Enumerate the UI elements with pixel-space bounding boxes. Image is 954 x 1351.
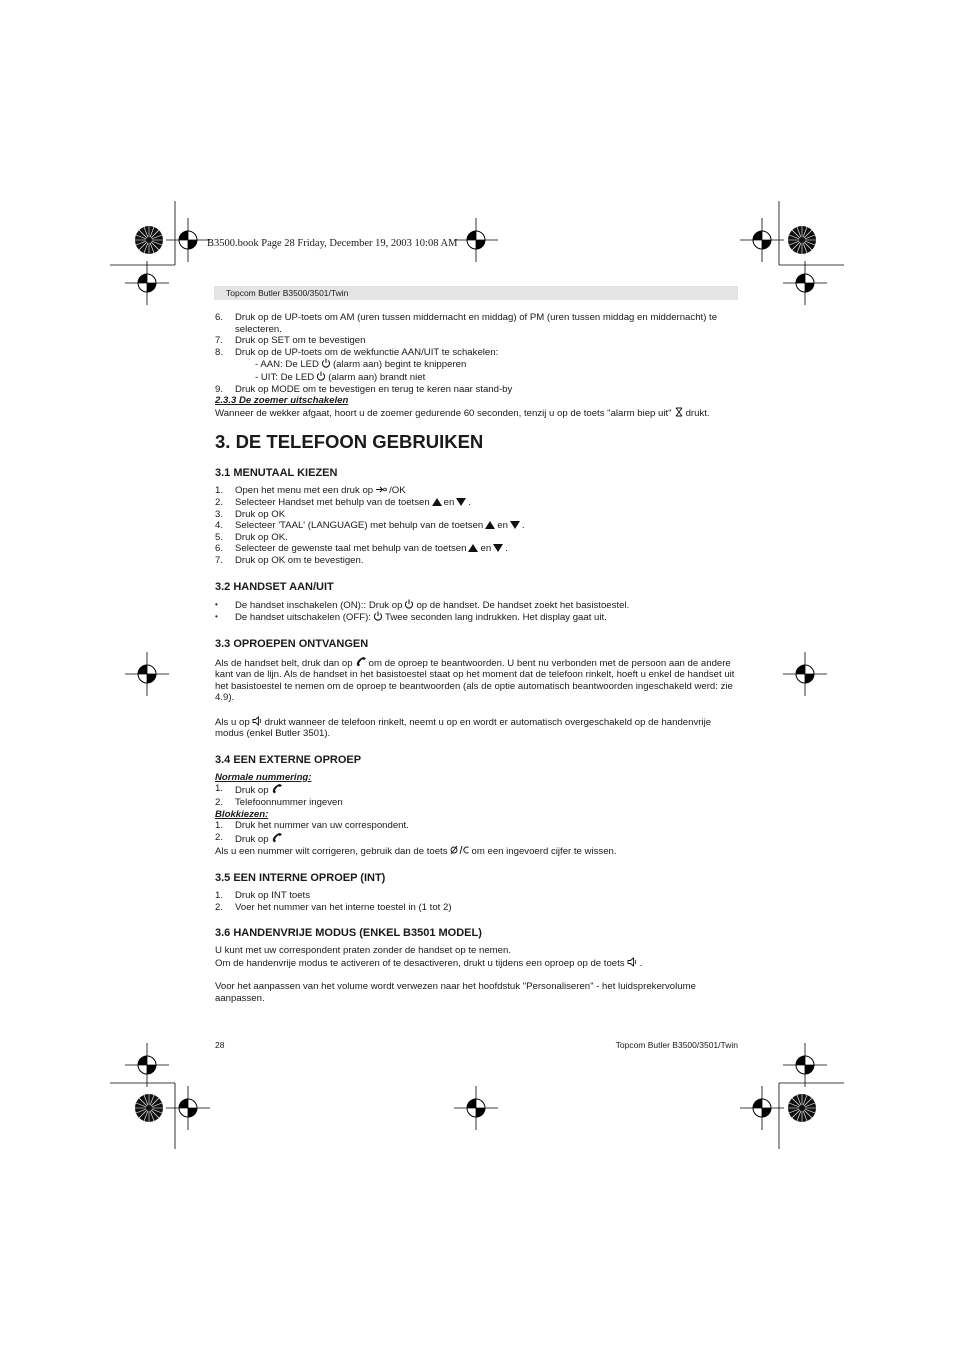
phone-handset-icon [271, 783, 283, 794]
item-text: . [468, 496, 472, 508]
speaker-icon [252, 716, 263, 726]
footer-product: Topcom Butler B3500/3501/Twin [615, 1040, 738, 1050]
item-number: 1. [215, 485, 224, 497]
speaker-icon [627, 957, 638, 967]
item-text: Druk op INT toets [235, 890, 311, 901]
item-text: Telefoonnummer ingeven [235, 797, 343, 809]
page-number: 28 [215, 1040, 225, 1050]
item-number: 1. [215, 783, 224, 795]
item-text: Druk het nummer van uw correspondent. [235, 820, 409, 832]
section-title: 3.2 HANDSET AAN/UIT [215, 580, 334, 593]
subitem-text: (alarm aan) begint te knipperen [332, 359, 467, 371]
item-text: op de handset. De handset zoekt het basistoestel. [416, 599, 630, 611]
chapter-title: 3. DE TELEFOON GEBRUIKEN [215, 431, 484, 453]
item-text: Druk op MODE om te bevestigen en terug te keren naar stand-by [235, 383, 513, 395]
list-item [215, 384, 738, 396]
paragraph: U kunt met uw correspondent praten zonder de handset op te nemen. [215, 945, 511, 957]
list-item [215, 347, 738, 359]
list-item [215, 312, 738, 335]
arrow-up-icon [468, 544, 478, 552]
item-number: 1. [215, 820, 224, 832]
item-text: Open het menu met een druk op [235, 485, 374, 497]
item-number: 2. [215, 797, 224, 809]
section-title: 3.6 HANDENVRIJE MODUS (ENKEL B3501 MODEL) [215, 927, 482, 940]
text: Wanneer de wekker afgaat, hoort u de zoemer gedurende 60 seconden, tenzij u op de toets "alarm biep uit" [215, 407, 672, 419]
bullet: • [215, 599, 218, 609]
paragraph [215, 656, 738, 704]
item-text: Selecteer 'TAAL' (LANGUAGE) met behulp van de toetsen [235, 520, 484, 532]
item-text: Druk op OK [235, 508, 286, 520]
list-subitem [215, 358, 738, 371]
section-title: 3.3 OPROEPEN ONTVANGEN [215, 637, 369, 650]
list-item [215, 599, 738, 612]
item-number: 3. [215, 508, 224, 520]
item-text: Voer het nummer van het interne toestel in (1 tot 2) [235, 901, 452, 913]
list-item [215, 532, 738, 544]
paragraph [215, 407, 738, 420]
item-text: Druk op de UP-toets om de wekfunctie AAN/UIT te schakelen: [235, 346, 499, 358]
item-text: Druk op OK. [235, 531, 288, 543]
phone-handset-icon [355, 656, 367, 667]
item-text: Druk op [235, 785, 269, 797]
item-text: Selecteer de gewenste taal met behulp van de toetsen [235, 543, 467, 555]
item-text: De handset uitschakelen (OFF): [235, 612, 371, 624]
item-number: 6. [215, 312, 224, 323]
paragraph [215, 845, 738, 858]
section-title: 3.5 EEN INTERNE OPROEP (INT) [215, 872, 386, 884]
item-text: Druk op SET om te bevestigen [235, 335, 366, 347]
text: Als de handset belt, druk dan op [215, 657, 353, 669]
subitem-text: (alarm aan) brandt niet [328, 371, 426, 383]
power-icon [316, 371, 326, 381]
list-item [215, 520, 738, 532]
list-item [215, 611, 738, 624]
list-item [215, 555, 738, 567]
paragraph: Voor het aanpassen van het volume wordt verwezen naar het hoofdstuk "Personaliseren" - het luidsprekervolume aanpassen. [215, 980, 696, 1004]
text: Als u een nummer wilt corrigeren, gebruik dan de toets [215, 846, 448, 858]
subitem-text: - AAN: De LED [255, 359, 319, 371]
list-subitem [215, 371, 738, 384]
arrow-up-icon [432, 498, 442, 506]
list-item [215, 497, 738, 509]
list-item [215, 797, 738, 809]
list-item [215, 783, 738, 797]
list-item [215, 509, 738, 521]
item-text: en [443, 496, 455, 508]
item-text: . [521, 520, 525, 532]
item-text: Druk op OK om te bevestigen. [235, 554, 364, 566]
power-icon [404, 599, 414, 609]
item-number: 9. [215, 383, 224, 395]
section-title: 3.4 EEN EXTERNE OPROEP [215, 753, 362, 766]
item-number: 7. [215, 554, 224, 566]
subitem-text: - UIT: De LED [255, 371, 315, 383]
paragraph [215, 716, 738, 740]
page-content [215, 312, 738, 1004]
text: om een ingevoerd cijfer te wissen. [471, 846, 617, 858]
item-text: De handset inschakelen (ON):: Druk op [235, 599, 403, 611]
text: Als u op [215, 716, 250, 728]
item-number: 7. [215, 335, 224, 347]
book-info: B3500.book Page 28 Friday, December 19, 2003 10:08 AM [207, 238, 458, 249]
subsection-title: Normale nummering: [215, 771, 312, 783]
list-item [215, 335, 738, 347]
list-item [215, 832, 738, 846]
text: drukt wanneer de telefoon rinkelt, neemt u op en wordt er automatisch overgeschakeld op de handenvrije modus (enkel Butler 3501). [215, 716, 712, 740]
text: Om de handenvrije modus te activeren of te desactiveren, drukt u tijdens een oproep op de toets [215, 957, 625, 969]
power-icon [373, 611, 383, 621]
arrow-up-icon [485, 521, 495, 529]
text: drukt. [685, 407, 710, 419]
list-item [215, 543, 738, 555]
text: om de oproep te beantwoorden. U bent nu verbonden met de persoon aan de andere kant van de lijn. Als de handset in het basistoestel staat op het moment dat de telefoon rinkelt, hoeft u enkel de handset uit het basistoestel te nemen om de oproep te beantwoorden (als de optie automatisch beantwoorden ingeschakeld werd: zie 4.9). [215, 657, 735, 704]
phone-handset-icon [271, 832, 283, 843]
paragraph [215, 957, 738, 970]
item-text: en [480, 543, 492, 555]
item-text: en [497, 520, 508, 532]
item-number: 1. [215, 890, 224, 901]
item-number: 6. [215, 543, 224, 555]
item-text: . [505, 543, 508, 555]
alarm-off-icon [674, 407, 684, 417]
subsection-title: 2.3.3 De zoemer uitschakelen [215, 395, 349, 407]
item-text: Selecteer Handset met behulp van de toetsen [235, 496, 430, 508]
text: . [639, 957, 643, 969]
item-number: 8. [215, 346, 224, 358]
item-number: 2. [215, 496, 224, 508]
list-item [215, 890, 738, 902]
item-number: 2. [215, 831, 224, 843]
item-number: 5. [215, 531, 224, 543]
item-number: 4. [215, 520, 224, 532]
arrow-down-icon [510, 521, 520, 529]
item-text: Druk op [235, 833, 269, 845]
item-text: Druk op de UP-toets om AM (uren tussen middernacht en middag) of PM (uren tussen middag en middernacht) te selecteren. [235, 312, 718, 335]
item-number: 2. [215, 901, 224, 913]
list-item [215, 820, 738, 832]
list-item [215, 902, 738, 914]
subsection-title: Blokkiezen: [215, 808, 269, 820]
arrow-down-icon [456, 498, 466, 506]
item-text: Twee seconden lang indrukken. Het display gaat uit. [384, 612, 607, 624]
header-title: Topcom Butler B3500/3501/Twin [226, 288, 349, 298]
list-item [215, 485, 738, 497]
menu-key-icon [375, 485, 387, 494]
bullet: • [215, 612, 218, 622]
section-title: 3.1 MENUTAAL KIEZEN [215, 467, 338, 480]
item-text: /OK [389, 485, 406, 497]
running-header [214, 286, 738, 300]
mute-clear-key-icon [450, 845, 470, 855]
power-icon [321, 358, 331, 368]
arrow-down-icon [493, 544, 503, 552]
